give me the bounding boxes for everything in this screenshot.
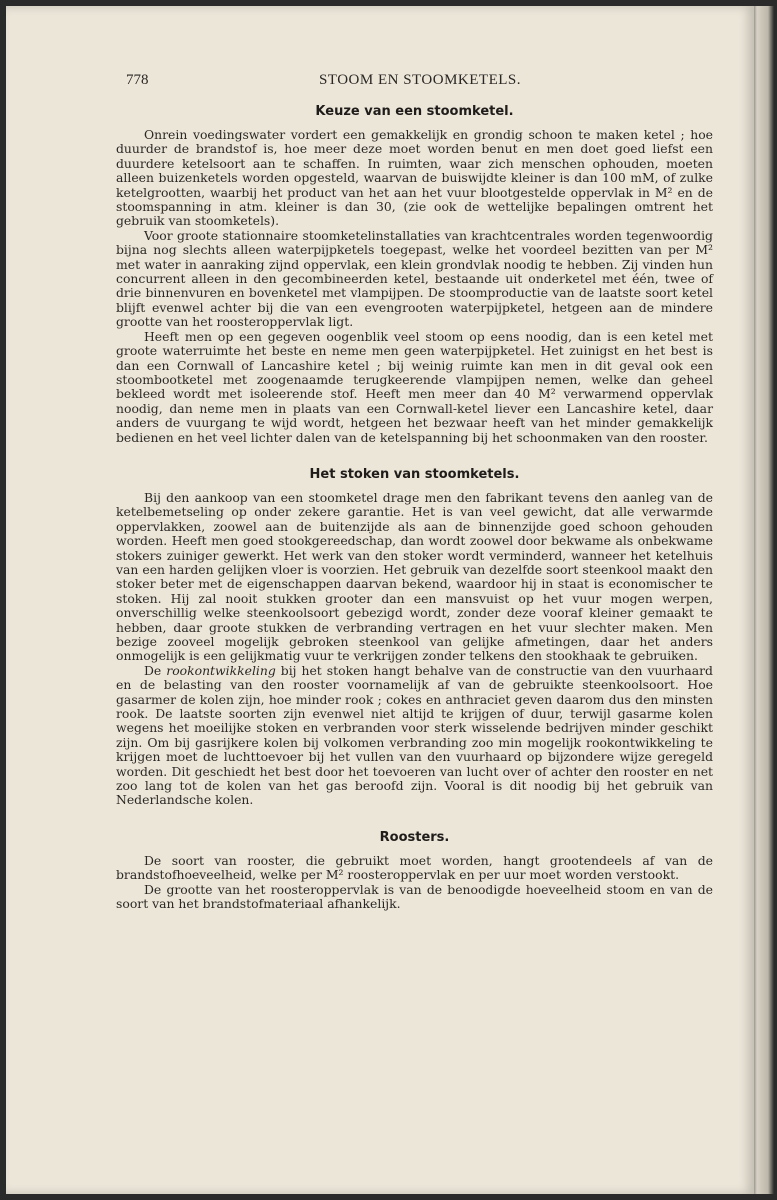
section-heading-stoken: Het stoken van stoomketels. (309, 466, 520, 482)
paragraph: Voor groote stationnaire stoomketelinstallaties van krachtcentrales worden tegenwoordig bijna nog slechts alleen waterpijpketels toegepast, welke het voordeel bezitten van per M² met water in aanraking zijnd oppervlak, een klein grondvlak noodig te hebben. Zij vinden hun concurrent alleen in den gecombineerden ketel, bestaande uit onderketel met één, twee of drie binnenvuren en bovenketel met vlampijpen. De stoomproductie van de laatste soort ketel blijft evenwel achter bij die van een evengrooten waterpijpketel, hetgeen aan de mindere grootte van het roosteroppervlak ligt. (116, 227, 713, 330)
paragraph-rookontwikkeling (116, 664, 713, 808)
book-page-edge (754, 6, 777, 1194)
page-header (126, 72, 714, 94)
paragraph-body: bij het stoken hangt behalve van de constructie van den vuurhaard en de belasting van den rooster voornamelijk af van de gebruikte steenkoolsoort. Hoe gasarmer de kolen zijn, hoe minder rook ; cokes en anthraciet geven daarom dus den minsten rook. De laatste soorten zijn evenwel niet altijd te krijgen of duur, terwijl gasarme kolen wegens het moeilijke stoken en verbranden voor sterk wisselende bedrijven minder geschikt zijn. Om bij gasrijkere kolen bij volkomen verbranding zoo min mogelijk rookontwikkeling te krijgen moet de luchttoevoer bij het vullen van den vuurhaard op bijzondere wijze geregeld worden. Dit geschiedt het best door het toevoeren van lucht over of achter den rooster en net zoo lang tot de kolen van het gas beroofd zijn. Vooral is dit noodig bij het gebruik van Nederlandsche kolen. (116, 662, 713, 808)
section-heading-keuze: Keuze van een stoomketel. (315, 104, 514, 119)
paragraph: Onrein voedingswater vordert een gemakkelijk en grondig schoon te maken ketel ; hoe duurder de brandstof is, hoe meer deze moet worden benut en men doet goed liefst een duurdere ketelsoort aan te schaffen. In ruimten, waar zich menschen ophouden, moeten alleen buizenketels worden opgesteld, waarvan de buiswijdte kleiner is dan 100 mM, of zulke ketelgrootten, waarbij het product van het aan het vuur blootgestelde oppervlak in M² en de stoomspanning in atm. kleiner is dan 30, (zie ook de wettelijke bepalingen omtrent het gebruik van stoomketels). (116, 127, 713, 229)
paragraph: De soort van rooster, die gebruikt moet worden, hangt grootendeels af van de brandstofhoeveelheid, welke per M² roosteroppervlak en per uur moet worden verstookt. (116, 852, 713, 883)
page-number: 778 (126, 72, 149, 88)
running-title: STOOM EN STOOMKETELS. (318, 72, 522, 88)
page-content (116, 104, 713, 912)
section-heading-roosters: Roosters. (379, 829, 450, 845)
italic-term: rookontwikkeling (166, 662, 276, 678)
lead-word: De (144, 662, 162, 678)
paragraph: De grootte van het roosteroppervlak is van de benoodigde hoeveelheid stoom en van de soort van het brandstofmateriaal afhankelijk. (116, 881, 713, 912)
paragraph: Bij den aankoop van een stoomketel drage men den fabrikant tevens den aanleg van de ketelbemetseling op onder zekere garantie. Het is van veel gewicht, dat alle verwarmde oppervlakken, zoowel aan de buitenzijde als aan de binnenzijde goed schoon gehouden worden. Heeft men goed stookgereedschap, dan wordt zoowel door bekwame als onbekwame stokers zuiniger gewerkt. Het werk van den stoker wordt verminderd, wanneer het ketelhuis van een harden gelijken vloer is voorzien. Het gebruik van dezelfde soort steenkool maakt den stoker beter met de eigenschappen daarvan bekend, waardoor hij in staat is economischer te stoken. Hij zal nooit stukken grooter dan een mansvuist op het vuur mogen werpen, onverschillig welke steenkoolsoort gebezigd wordt, zonder deze vooraf kleiner gemaakt te hebben, daar groote stukken de verbranding vertragen en het vuur slechter maken. Men bezige zooveel mogelijk gebroken steenkool van gelijke afmetingen, daar het anders onmogelijk is een gelijkmatig vuur te verkrijgen zonder telkens den stookhaak te gebruiken. (116, 489, 713, 664)
paragraph: Heeft men op een gegeven oogenblik veel stoom op eens noodig, dan is een ketel met groote waterruimte het beste en neme men geen waterpijpketel. Het zuinigst en het best is dan een Cornwall of Lancashire ketel ; bij weinig ruimte kan men in dit geval ook een stoombootketel met zoogenaamde terugkeerende vlampijpen nemen, welke dan geheel bekleed wordt met isoleerende stof. Heeft men meer dan 40 M² verwarmend oppervlak noodig, dan neme men in plaats van een Cornwall-ketel liever een Lancashire ketel, daar anders de vuurgang te wijd wordt, hetgeen het bezwaar heeft van het minder gemakkelijk bedienen en het veel lichter dalen van de ketelspanning bij het schoonmaken van den rooster. (116, 328, 713, 445)
